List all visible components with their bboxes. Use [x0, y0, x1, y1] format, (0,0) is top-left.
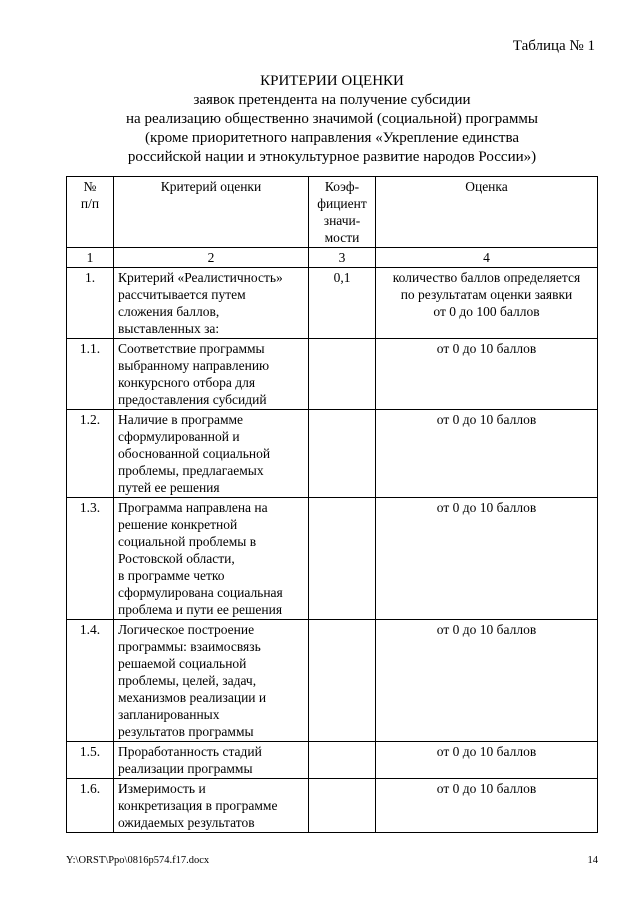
header-row — [67, 177, 598, 248]
heading-line: заявок претендента на получение субсидии — [193, 92, 471, 108]
row-coefficient — [309, 620, 376, 742]
column-index: 1 — [67, 248, 114, 268]
criteria-table-header — [67, 177, 598, 248]
column-index: 3 — [309, 248, 376, 268]
row-num: 1.3. — [67, 498, 114, 620]
row-coefficient — [309, 410, 376, 498]
row-criterion: Критерий «Реалистичность» рассчитывается путем сложения баллов, выставленных за: — [114, 268, 309, 339]
row-criterion: Программа направлена на решение конкретной социальной проблемы в Ростовской области, в программе четко сформулирована социальная проблема и пути ее решения — [114, 498, 309, 620]
footer-page-number: 14 — [587, 855, 598, 866]
document-heading — [66, 72, 598, 167]
header-coefficient: Коэф- фициент значи- мости — [309, 177, 376, 248]
criteria-table-body — [67, 248, 598, 833]
row-num: 1.4. — [67, 620, 114, 742]
table-number-label: Таблица № 1 — [512, 38, 595, 54]
table-row — [67, 410, 598, 498]
row-coefficient — [309, 339, 376, 410]
heading-line: (кроме приоритетного направления «Укрепление единства — [145, 130, 519, 146]
table-row — [67, 498, 598, 620]
column-index-row — [67, 248, 598, 268]
row-score: от 0 до 10 баллов — [376, 742, 598, 779]
row-num: 1.6. — [67, 779, 114, 833]
row-score: от 0 до 10 баллов — [376, 339, 598, 410]
header-score: Оценка — [376, 177, 598, 248]
table-row — [67, 742, 598, 779]
row-num: 1.5. — [67, 742, 114, 779]
heading-line: российской нации и этнокультурное развитие народов России») — [127, 149, 537, 165]
table-row — [67, 620, 598, 742]
table-row — [67, 779, 598, 833]
row-coefficient — [309, 779, 376, 833]
header-criterion: Критерий оценки — [114, 177, 309, 248]
row-num: 1.1. — [67, 339, 114, 410]
row-criterion: Измеримость и конкретизация в программе ожидаемых результатов — [114, 779, 309, 833]
row-score: от 0 до 10 баллов — [376, 410, 598, 498]
table-row — [67, 268, 598, 339]
row-coefficient — [309, 498, 376, 620]
row-coefficient — [309, 742, 376, 779]
row-criterion: Соответствие программы выбранному направлению конкурсного отбора для предоставления субсидий — [114, 339, 309, 410]
column-index: 2 — [114, 248, 309, 268]
footer-file-path: Y:\ORST\Ppo\0816p574.f17.docx — [66, 855, 210, 866]
row-score: от 0 до 10 баллов — [376, 498, 598, 620]
row-num: 1. — [67, 268, 114, 339]
row-num: 1.2. — [67, 410, 114, 498]
row-score: от 0 до 10 баллов — [376, 620, 598, 742]
header-num: № п/п — [67, 177, 114, 248]
row-score: от 0 до 10 баллов — [376, 779, 598, 833]
column-index: 4 — [376, 248, 598, 268]
table-row — [67, 339, 598, 410]
heading-title: КРИТЕРИИ ОЦЕНКИ — [260, 73, 404, 89]
row-criterion: Проработанность стадий реализации программы — [114, 742, 309, 779]
row-coefficient: 0,1 — [309, 268, 376, 339]
row-criterion: Наличие в программе сформулированной и обоснованной социальной проблемы, предлагаемых путей ее решения — [114, 410, 309, 498]
row-criterion: Логическое построение программы: взаимосвязь решаемой социальной проблемы, целей, задач, механизмов реализации и запланированных результатов программы — [114, 620, 309, 742]
row-score: количество баллов определяется по результатам оценки заявки от 0 до 100 баллов — [376, 268, 598, 339]
criteria-table — [66, 176, 598, 833]
heading-line: на реализацию общественно значимой (социальной) программы — [126, 111, 538, 127]
